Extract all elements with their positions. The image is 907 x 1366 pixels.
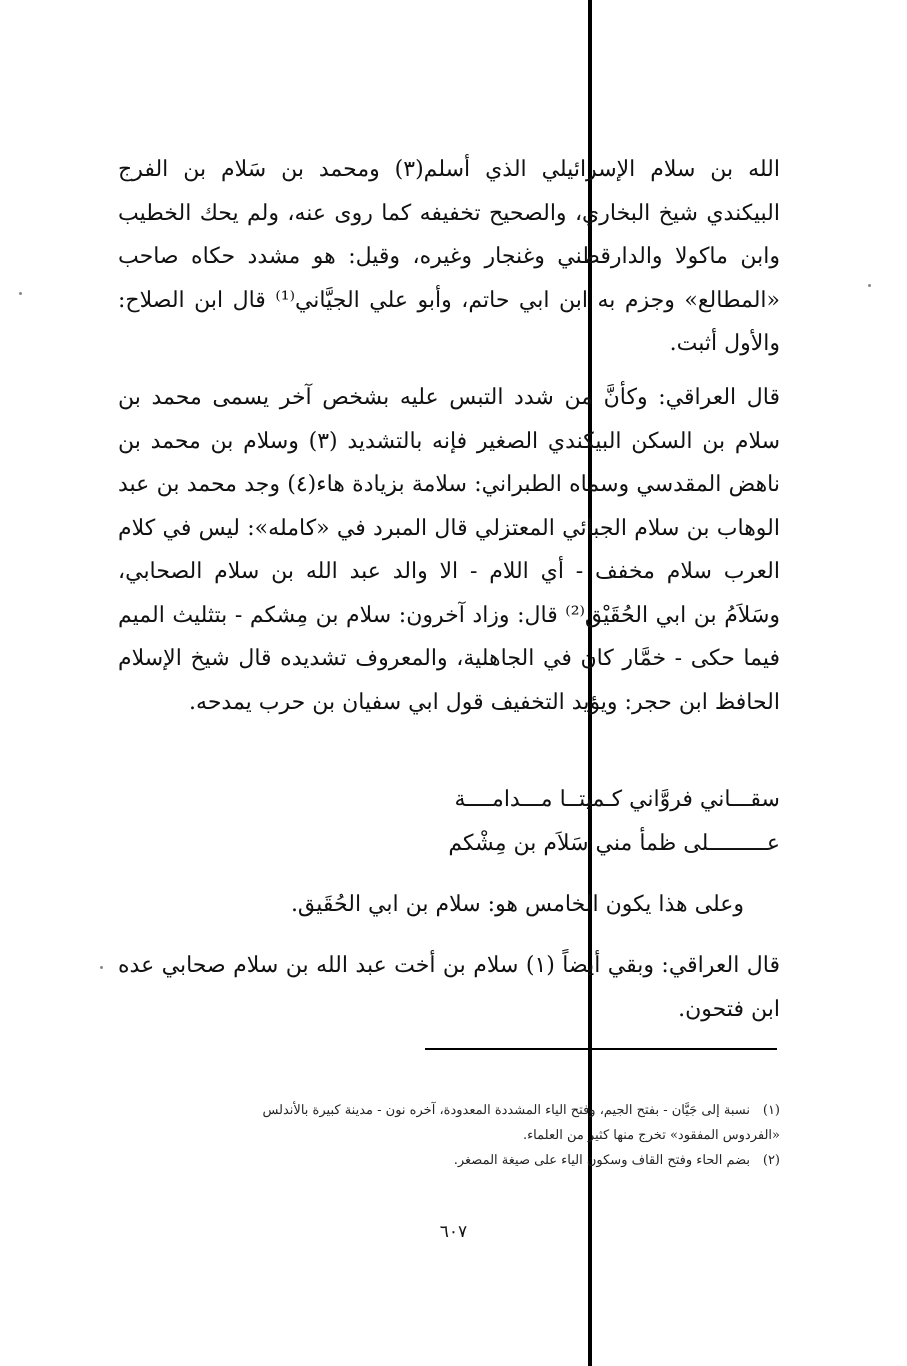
body-paragraph-3: وعلى هذا يكون الخامس هو: سلام بن ابي الحُقَيق. — [290, 892, 744, 917]
footnote-number: (١) — [762, 1103, 780, 1118]
scan-speck — [868, 284, 871, 287]
footnote-number: (٢) — [762, 1153, 780, 1168]
scan-speck — [19, 292, 22, 295]
body-paragraph-1: الله بن سلام الإسرائيلي الذي أسلم(٣) ومحمد بن سَلام بن الفرج البيكندي شيخ البخاري، والصحيح تخفيفه كما روى عنه، ولم يحك الخطيب وابن ماكولا والدارقطني وغنجار وغيره، وقيل: هو مشدد حكاه صاحب «المطالع» وجزم به ابن ابي حاتم، وأبو علي الجيَّاني⁽¹⁾ قال ابن الصلاح: والأول أثبت. — [118, 157, 780, 356]
footnotes-section — [118, 1098, 780, 1173]
footnote-2 — [118, 1148, 780, 1173]
poem-verse-line-2: عـــــــــلى ظمأ مني سَلاَم بن مِشْكم — [448, 831, 780, 856]
body-paragraph-2: قال العراقي: وكأنَّ من شدد التبس عليه بشخص آخر يسمى محمد بن سلام بن السكن البيكندي الصغير فإنه بالتشديد (٣) وسلام بن محمد بن ناهض المقدسي وسماه الطبراني: سلامة بزيادة هاء(٤) وجد محمد بن عبد الوهاب بن سلام الجبائي المعتزلي قال المبرد في «كامله»: ليس في كلام العرب سلام مخفف - أي اللام - الا والد عبد الله بن سلام الصحابي، وسَلاَمُ بن ابي الحُقَيْق⁽²⁾ قال: وزاد آخرون: سلام بن مِشكم - بتثليث الميم فيما حكى - خمَّار كان في الجاهلية، والمعروف تشديده قال شيخ الإسلام الحافظ ابن حجر: ويؤيد التخفيف قول ابي سفيان بن حرب يمدحه. — [118, 385, 781, 715]
poem-verse-line-1: سقـــاني فروَّاني كـميتــا مـــدامــــة — [454, 787, 780, 812]
body-paragraph-4: قال العراقي: وبقي أيضاً (١) سلام بن أخت عبد الله بن سلام صحابي عده ابن فتحون. — [118, 953, 780, 1022]
page-number: ٦٠٧ — [439, 1222, 468, 1242]
scan-speck — [100, 966, 103, 969]
footnote-text: بضم الحاء وفتح القاف وسكون الياء على صيغة المصغر. — [453, 1153, 750, 1168]
footnote-1-continuation: «الفردوس المفقود» تخرج منها كثير من العلماء. — [522, 1128, 780, 1143]
footnote-separator — [425, 1048, 777, 1050]
footnote-1 — [118, 1098, 780, 1123]
footnote-text: نسبة إلى جَيَّان - بفتح الجيم، وفتح الياء المشددة المعدودة، آخره نون - مدينة كبيرة بالأندلس — [262, 1103, 750, 1118]
